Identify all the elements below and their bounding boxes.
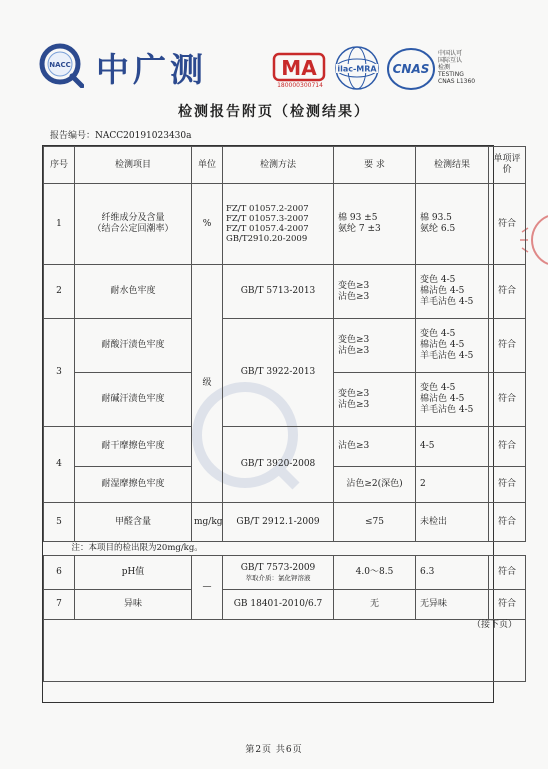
req-line: 变色≥3 <box>338 334 370 345</box>
cnas-cert-icon <box>386 46 436 92</box>
ilac-cert-icon <box>333 44 381 92</box>
row-number: 2 <box>44 265 75 319</box>
row-number: 6 <box>44 556 75 590</box>
cnas-line: 检测 <box>438 64 451 71</box>
evaluation: 符合 <box>489 319 526 373</box>
method-line: GB/T 7573-2009 <box>240 563 316 573</box>
cnas-label: CNAS <box>392 62 430 76</box>
test-item: 异味 <box>75 590 192 620</box>
requirement: 沾色≥2(深色) <box>334 467 416 503</box>
cma-number: 180000300714 <box>277 82 323 89</box>
test-method: GB/T 5713-2013 <box>223 265 334 319</box>
logo-text: 中广测 <box>96 50 207 89</box>
evaluation: 符合 <box>489 373 526 427</box>
table-row <box>44 319 526 373</box>
test-item: 耐干摩擦色牢度 <box>75 427 192 467</box>
result <box>416 184 489 265</box>
table-row <box>44 184 526 265</box>
result: 4-5 <box>416 427 489 467</box>
unit: 级 <box>192 265 223 503</box>
test-method: GB/T 2912.1-2009 <box>223 503 334 542</box>
table-note-row <box>44 542 526 556</box>
unit: — <box>192 556 223 620</box>
page-footer: 第2页 共6页 <box>245 745 303 755</box>
result-line: 变色 4-5 <box>420 383 456 393</box>
requirement <box>334 319 416 373</box>
row-number: 4 <box>44 427 75 503</box>
unit: % <box>192 184 223 265</box>
result-line: 羊毛沾色 4-5 <box>420 297 474 307</box>
req-line: 沾色≥3 <box>338 291 370 302</box>
result-line: 棉沾色 4-5 <box>420 340 465 350</box>
result-line: 棉沾色 4-5 <box>420 394 465 404</box>
test-item: 耐水色牢度 <box>75 265 192 319</box>
header-cell: 单项评价 <box>489 147 526 184</box>
result-line: 羊毛沾色 4-5 <box>420 405 474 415</box>
requirement: ≤75 <box>334 503 416 542</box>
nacc-logo-icon <box>38 42 84 88</box>
result-line: 棉 93.5 <box>420 213 452 223</box>
row-number: 5 <box>44 503 75 542</box>
table-row <box>44 590 526 620</box>
item-line: 纤维成分及含量 <box>101 213 165 223</box>
cnas-line: TESTING <box>438 71 464 78</box>
cnas-line: CNAS L1360 <box>438 78 476 85</box>
header-cell: 检测结果 <box>416 147 489 184</box>
evaluation: 符合 <box>489 427 526 467</box>
method-line: FZ/T 01057.2-2007 <box>226 204 309 214</box>
result-line: 氨纶 6.5 <box>420 224 456 234</box>
requirement <box>334 184 416 265</box>
document-title: 检测报告附页（检测结果） <box>178 104 370 120</box>
continued-row <box>44 620 526 682</box>
report-number: 报告编号：NACC20191023430a <box>50 131 192 141</box>
table-row <box>44 265 526 319</box>
header-cell: 单位 <box>192 147 223 184</box>
row-number: 1 <box>44 184 75 265</box>
evaluation: 符合 <box>489 265 526 319</box>
result: 2 <box>416 467 489 503</box>
req-line: 沾色≥3 <box>338 345 370 356</box>
test-method: GB/T 3920-2008 <box>223 427 334 503</box>
table-note: 注：本项目的检出限为20mg/kg。 <box>44 542 526 556</box>
req-line: 棉 93 ±5 <box>338 213 378 223</box>
table-row <box>44 427 526 467</box>
req-line: 变色≥3 <box>338 388 370 399</box>
method-line: FZ/T 01057.4-2007 <box>226 224 309 234</box>
result: 无异味 <box>416 590 489 620</box>
header-cell: 检测项目 <box>75 147 192 184</box>
results-table <box>42 145 521 703</box>
req-line: 沾色≥3 <box>338 399 370 410</box>
cma-label: MA <box>281 56 317 80</box>
cnas-side-text <box>438 50 498 85</box>
cnas-line: 中国认可 <box>438 50 463 57</box>
method-sub: 萃取介质：氯化钾溶液 <box>245 574 311 582</box>
result-line: 棉沾色 4-5 <box>420 286 465 296</box>
req-line: 氨纶 7 ±3 <box>338 224 381 234</box>
requirement: 4.0～8.5 <box>334 556 416 590</box>
req-line: 变色≥3 <box>338 280 370 291</box>
test-method <box>223 184 334 265</box>
test-item: pH值 <box>75 556 192 590</box>
result-line: 羊毛沾色 4-5 <box>420 351 474 361</box>
result <box>416 373 489 427</box>
evaluation: 符合 <box>489 467 526 503</box>
logo-badge-text: NACC <box>49 61 71 69</box>
evaluation: 符合 <box>489 184 526 265</box>
item-line: （结合公定回潮率） <box>92 224 174 234</box>
test-item <box>75 184 192 265</box>
requirement <box>334 373 416 427</box>
ilac-label: ilac-MRA <box>337 64 377 74</box>
test-method <box>223 556 334 590</box>
company-logo <box>38 40 228 96</box>
method-line: FZ/T 01057.3-2007 <box>226 214 309 224</box>
result <box>416 265 489 319</box>
result <box>416 319 489 373</box>
cnas-line: 国际互认 <box>438 57 463 64</box>
test-method: GB 18401-2010/6.7 <box>223 590 334 620</box>
result-line: 变色 4-5 <box>420 329 456 339</box>
requirement: 无 <box>334 590 416 620</box>
test-method: GB/T 3922-2013 <box>223 319 334 427</box>
method-line: GB/T2910.20-2009 <box>226 234 308 244</box>
continued-text: （接下页） <box>44 620 526 682</box>
evaluation: 符合 <box>489 556 526 590</box>
header-cell: 要 求 <box>334 147 416 184</box>
test-item: 甲醛含量 <box>75 503 192 542</box>
row-number: 7 <box>44 590 75 620</box>
requirement: 沾色≥3 <box>334 427 416 467</box>
result: 未检出 <box>416 503 489 542</box>
table-row <box>44 556 526 590</box>
test-item: 耐酸汗渍色牢度 <box>75 319 192 373</box>
row-number: 3 <box>44 319 75 427</box>
unit: mg/kg <box>192 503 223 542</box>
evaluation: 符合 <box>489 590 526 620</box>
table-row <box>44 503 526 542</box>
header-cell: 序号 <box>44 147 75 184</box>
table-header-row <box>44 147 526 184</box>
test-item: 耐碱汗渍色牢度 <box>75 373 192 427</box>
evaluation: 符合 <box>489 503 526 542</box>
header-cell: 检测方法 <box>223 147 334 184</box>
requirement <box>334 265 416 319</box>
result: 6.3 <box>416 556 489 590</box>
test-item: 耐湿摩擦色牢度 <box>75 467 192 503</box>
result-line: 变色 4-5 <box>420 275 456 285</box>
